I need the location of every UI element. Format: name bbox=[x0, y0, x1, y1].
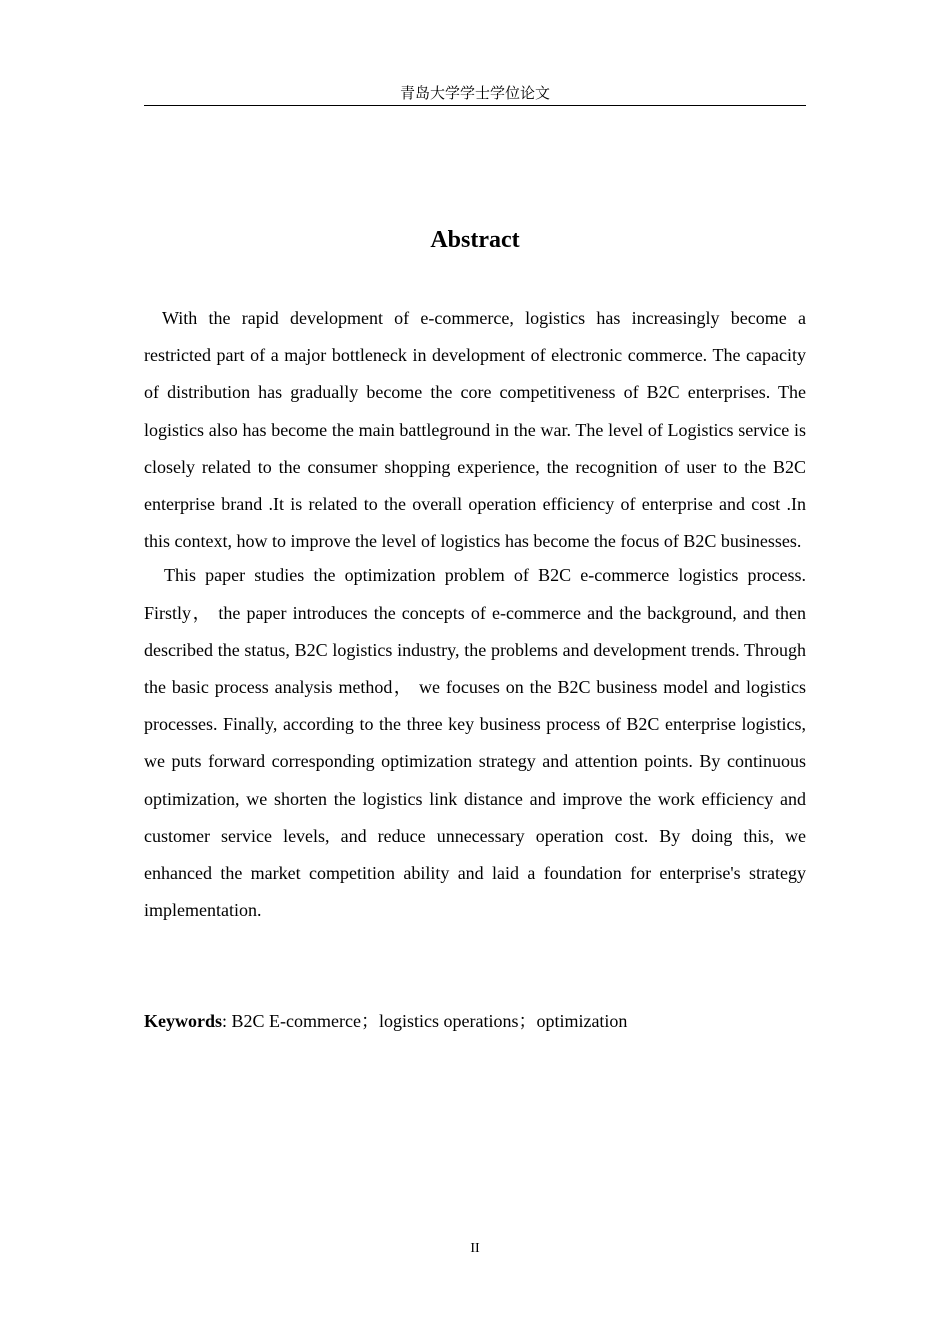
abstract-title: Abstract bbox=[430, 227, 520, 253]
keywords-text: B2C E-commerce；logistics operations；optimization bbox=[231, 1011, 628, 1031]
header-text: 青岛大学学士学位论文 bbox=[399, 86, 550, 102]
keywords-separator: : bbox=[222, 1011, 228, 1031]
keywords-label: Keywords bbox=[144, 1011, 222, 1031]
abstract-paragraph-1: With the rapid development of e-commerce, logistics has increasingly become a restricted part of a major bottleneck in development of electronic commerce. The capacity of distribution has gradually become the core competitiveness of B2C enterprises. The logistics also has become the main battleground in the war. The level of Logistics service is closely related to the consumer shopping experience, the recognition of user to the B2C enterprise brand .It is related to the overall operation efficiency of enterprise and cost .In this context, how to improve the level of logistics has become the focus of B2C businesses. bbox=[144, 308, 806, 552]
abstract-paragraph-2: This paper studies the optimization problem of B2C e-commerce logistics process. Firstly， the paper introduces the concepts of e-commerce and the background, and then described the status, B2C logistics industry, the problems and development trends. Through the basic process analysis method， we focuses on the B2C business model and logistics processes. Finally, according to the three key business process of B2C enterprise logistics, we puts forward corresponding optimization strategy and attention points. By continuous optimization, we shorten the logistics link distance and improve the work efficiency and customer service levels, and reduce unnecessary operation cost. By doing this, we enhanced the market competition ability and laid a foundation for enterprise's strategy implementation. bbox=[144, 565, 806, 921]
page-number: II bbox=[470, 1241, 480, 1256]
running-header bbox=[144, 86, 806, 106]
keywords-line bbox=[144, 1006, 806, 1036]
abstract-body bbox=[144, 300, 806, 929]
